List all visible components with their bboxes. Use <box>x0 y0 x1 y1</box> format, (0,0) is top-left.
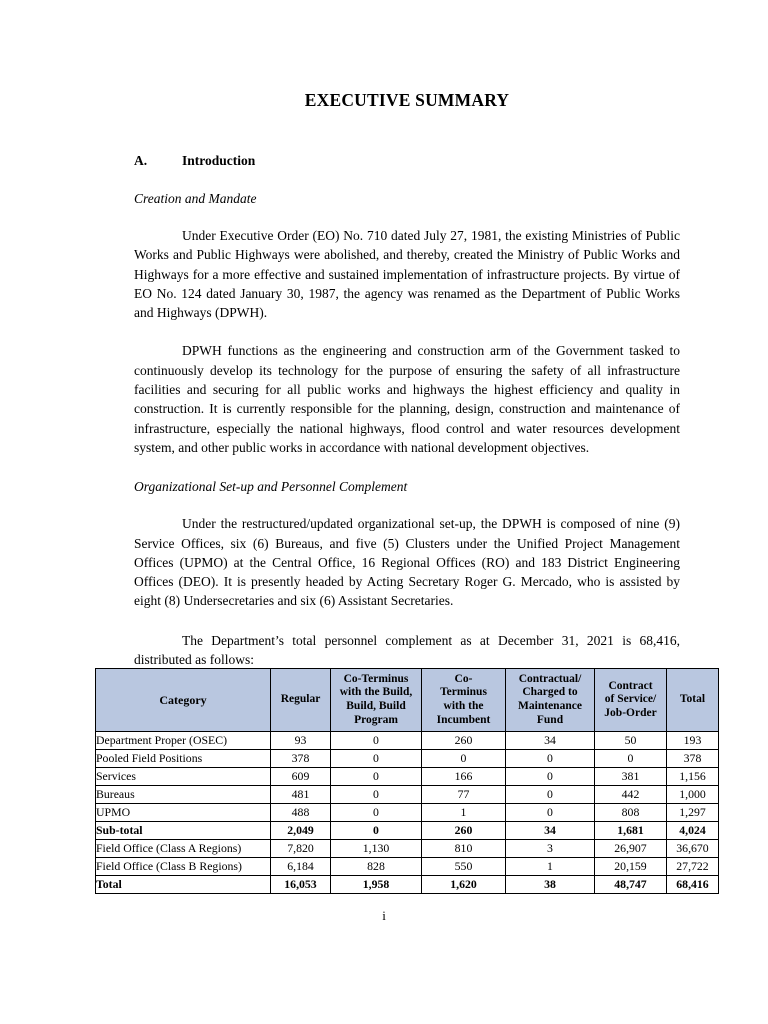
cell-coterminus-incumbent: 550 <box>422 858 506 876</box>
cell-coterminus-bbb: 0 <box>331 786 422 804</box>
table-header-row <box>96 669 719 732</box>
cell-coterminus-incumbent: 77 <box>422 786 506 804</box>
cell-contractual: 3 <box>506 840 595 858</box>
cell-total: 1,156 <box>667 768 719 786</box>
cell-coterminus-bbb: 0 <box>331 732 422 750</box>
paragraph-organizational-structure: Under the restructured/updated organizational set-up, the DPWH is composed of nine (9) Service Offices, six (6) Bureaus, and five (5) Clusters under the Unified Project Management Offices (UPMO) at the Central Office, 16 Regional Offices (RO) and 183 District Engineering Offices (DEO). It is presently headed by Acting Secretary Roger G. Mercado, who is assisted by eight (8) Undersecretaries and six (6) Assistant Secretaries. <box>134 516 680 609</box>
personnel-complement-table <box>95 668 719 894</box>
cell-regular: 488 <box>271 804 331 822</box>
cell-contract-service: 50 <box>595 732 667 750</box>
table-row <box>96 732 719 750</box>
cell-total: 68,416 <box>667 876 719 894</box>
section-heading-introduction <box>134 153 680 169</box>
cell-regular: 16,053 <box>271 876 331 894</box>
document-body <box>134 0 680 683</box>
cell-regular: 2,049 <box>271 822 331 840</box>
cell-total: 193 <box>667 732 719 750</box>
cell-coterminus-incumbent: 1,620 <box>422 876 506 894</box>
cell-contractual: 0 <box>506 750 595 768</box>
section-heading-label: Introduction <box>182 153 256 168</box>
cell-total: 36,670 <box>667 840 719 858</box>
cell-regular: 481 <box>271 786 331 804</box>
column-header-contractual-maintenance-fund: Contractual/ Charged to Maintenance Fund <box>506 669 595 732</box>
cell-contract-service: 1,681 <box>595 822 667 840</box>
cell-contract-service: 381 <box>595 768 667 786</box>
table-row <box>96 876 719 894</box>
table-row <box>96 750 719 768</box>
cell-contract-service: 0 <box>595 750 667 768</box>
table-row <box>96 786 719 804</box>
cell-coterminus-incumbent: 1 <box>422 804 506 822</box>
paragraph-dpwh-functions: DPWH functions as the engineering and construction arm of the Government tasked to continuously develop its technology for the purpose of ensuring the safety of all infrastructure facilities and securing for all public works and highways the highest efficiency and quality in construction. It is currently responsible for the planning, design, construction and maintenance of infrastructure, especially the national highways, flood control and water resources development system, and other public works in accordance with national development objectives. <box>134 343 680 455</box>
column-header-category: Category <box>96 669 271 732</box>
cell-total: 27,722 <box>667 858 719 876</box>
cell-regular: 378 <box>271 750 331 768</box>
page-number: i <box>382 908 386 923</box>
column-header-regular: Regular <box>271 669 331 732</box>
table-header <box>96 669 719 732</box>
cell-coterminus-incumbent: 810 <box>422 840 506 858</box>
cell-regular: 93 <box>271 732 331 750</box>
table-row <box>96 840 719 858</box>
column-header-coterminus-bbb: Co-Terminus with the Build, Build, Build Program <box>331 669 422 732</box>
table-row <box>96 768 719 786</box>
table-row <box>96 822 719 840</box>
cell-contractual: 1 <box>506 858 595 876</box>
table-row <box>96 804 719 822</box>
cell-regular: 609 <box>271 768 331 786</box>
page-title: EXECUTIVE SUMMARY <box>304 90 510 110</box>
cell-category: Services <box>96 768 271 786</box>
cell-coterminus-bbb: 0 <box>331 750 422 768</box>
cell-coterminus-bbb: 0 <box>331 804 422 822</box>
cell-coterminus-incumbent: 166 <box>422 768 506 786</box>
cell-category: Department Proper (OSEC) <box>96 732 271 750</box>
cell-contract-service: 20,159 <box>595 858 667 876</box>
cell-contractual: 34 <box>506 732 595 750</box>
cell-total: 4,024 <box>667 822 719 840</box>
cell-contractual: 38 <box>506 876 595 894</box>
cell-coterminus-bbb: 0 <box>331 768 422 786</box>
cell-coterminus-bbb: 1,958 <box>331 876 422 894</box>
cell-contractual: 0 <box>506 786 595 804</box>
personnel-complement-table-container <box>95 668 718 894</box>
cell-contract-service: 48,747 <box>595 876 667 894</box>
cell-coterminus-bbb: 1,130 <box>331 840 422 858</box>
paragraph-executive-order-history: Under Executive Order (EO) No. 710 dated July 27, 1981, the existing Ministries of Public Works and Public Highways were abolished, and thereby, created the Ministry of Public Works and Highways for a more effective and sustained implementation of infrastructure projects. By virtue of EO No. 124 dated January 30, 1987, the agency was renamed as the Department of Public Works and Highways (DPWH). <box>134 228 680 321</box>
cell-contract-service: 808 <box>595 804 667 822</box>
cell-contractual: 34 <box>506 822 595 840</box>
cell-coterminus-bbb: 828 <box>331 858 422 876</box>
column-header-contract-of-service-job-order: Contract of Service/ Job-Order <box>595 669 667 732</box>
cell-category: UPMO <box>96 804 271 822</box>
cell-coterminus-incumbent: 260 <box>422 822 506 840</box>
cell-contract-service: 26,907 <box>595 840 667 858</box>
cell-coterminus-incumbent: 0 <box>422 750 506 768</box>
cell-total: 378 <box>667 750 719 768</box>
subheading-organizational-setup: Organizational Set-up and Personnel Complement <box>134 479 408 495</box>
cell-total: 1,000 <box>667 786 719 804</box>
cell-contractual: 0 <box>506 768 595 786</box>
column-header-coterminus-incumbent: Co- Terminus with the Incumbent <box>422 669 506 732</box>
cell-category: Pooled Field Positions <box>96 750 271 768</box>
cell-category: Field Office (Class A Regions) <box>96 840 271 858</box>
subheading-creation-and-mandate: Creation and Mandate <box>134 191 257 206</box>
cell-category: Bureaus <box>96 786 271 804</box>
cell-regular: 6,184 <box>271 858 331 876</box>
table-row <box>96 858 719 876</box>
cell-coterminus-incumbent: 260 <box>422 732 506 750</box>
column-header-total: Total <box>667 669 719 732</box>
cell-category: Sub-total <box>96 822 271 840</box>
cell-category: Total <box>96 876 271 894</box>
cell-coterminus-bbb: 0 <box>331 822 422 840</box>
cell-contract-service: 442 <box>595 786 667 804</box>
cell-category: Field Office (Class B Regions) <box>96 858 271 876</box>
cell-total: 1,297 <box>667 804 719 822</box>
table-body <box>96 732 719 894</box>
paragraph-personnel-complement-intro: The Department’s total personnel complement as at December 31, 2021 is 68,416, distributed as follows: <box>134 632 680 668</box>
section-letter: A. <box>134 153 148 168</box>
cell-regular: 7,820 <box>271 840 331 858</box>
cell-contractual: 0 <box>506 804 595 822</box>
